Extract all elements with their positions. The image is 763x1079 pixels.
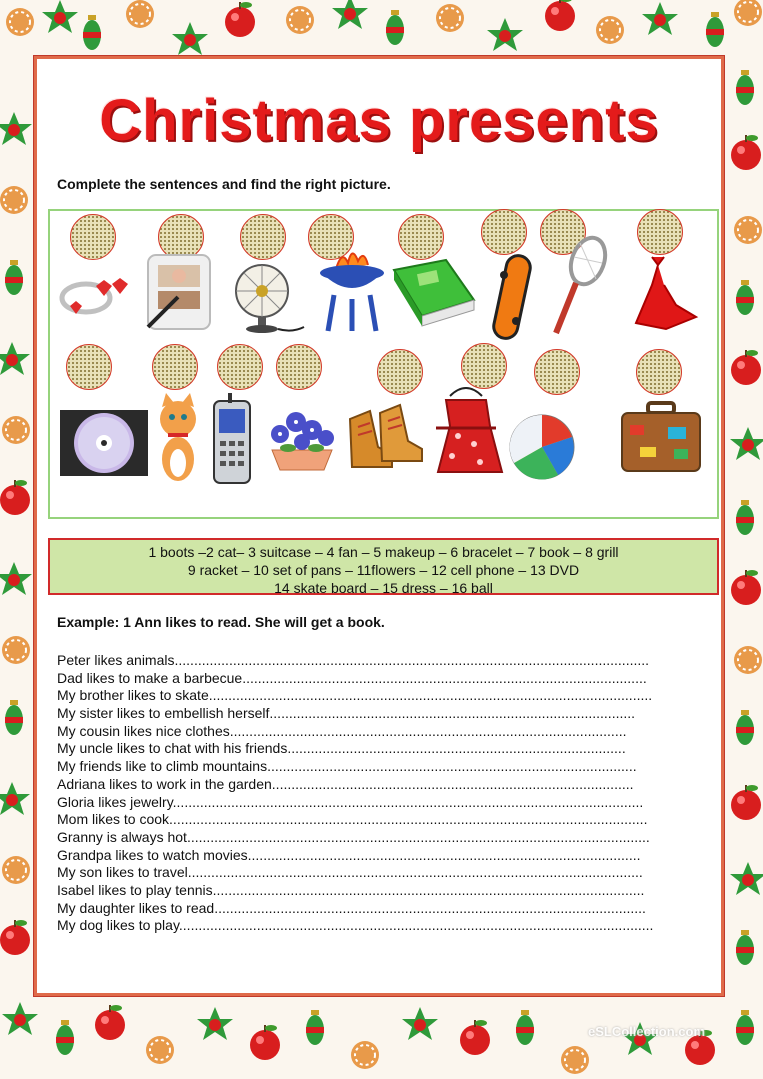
grill-picture: [316, 239, 388, 335]
sentence-line[interactable]: Mom likes to cook...........................................................................................................................: [57, 811, 648, 828]
dvd-picture: [56, 406, 152, 480]
answer-circle[interactable]: [70, 214, 116, 260]
sentence-list: [57, 652, 717, 935]
boots-picture: [344, 403, 424, 479]
answer-circle[interactable]: [398, 214, 444, 260]
page-title: Christmas presents: [99, 88, 659, 153]
instruction-text: Complete the sentences and find the right picture.: [57, 176, 391, 192]
racket-picture: [546, 233, 610, 337]
ball-picture: [508, 413, 576, 481]
flowers-picture: [262, 406, 342, 474]
sentence-line[interactable]: Isabel likes to play tennis...............................................................................................................: [57, 881, 645, 898]
sentence-line[interactable]: Peter likes animals..........................................................................................................................: [57, 652, 650, 668]
sentence-line[interactable]: Dad likes to make a barbecue........................................................................................................: [57, 669, 647, 686]
picture-grid: [48, 209, 719, 519]
sentence-line[interactable]: Gloria likes jewelry.........................................................................................................................: [57, 793, 644, 810]
sentence-line[interactable]: My sister likes to embellish herself..............................................................................................: [57, 705, 636, 722]
answer-circle[interactable]: [461, 343, 507, 389]
watermark-text: eSLCollection.com: [588, 1024, 706, 1039]
answer-circle[interactable]: [534, 349, 580, 395]
example-sentence: Example: 1 Ann likes to read. She will get a book.: [57, 614, 385, 630]
word-bank-line-3: 14 skate board – 15 dress – 16 ball: [274, 580, 493, 596]
answer-circle[interactable]: [217, 344, 263, 390]
word-bank-line-1: 1 boots –2 cat– 3 suitcase – 4 fan – 5 makeup – 6 bracelet – 7 book – 8 grill: [148, 544, 619, 560]
sentence-line[interactable]: My brother likes to skate..................................................................................................................: [57, 687, 653, 704]
word-bank-line-2: 9 racket – 10 set of pans – 11flowers – 12 cell phone – 13 DVD: [187, 562, 580, 578]
answer-circle[interactable]: [276, 344, 322, 390]
skate-board-picture: [482, 251, 540, 343]
suitcase-picture: [618, 399, 704, 475]
sentence-line[interactable]: My son likes to travel.....................................................................................................................: [57, 864, 643, 881]
sentence-line[interactable]: Adriana likes to work in the garden.............................................................................................: [57, 775, 634, 792]
sentence-line[interactable]: Grandpa likes to watch movies.....................................................................................................: [57, 846, 641, 863]
answer-circle[interactable]: [637, 209, 683, 255]
cell-phone-picture: [210, 393, 254, 485]
answer-circle[interactable]: [377, 349, 423, 395]
dress-picture: [630, 251, 702, 335]
fan-picture: [224, 261, 306, 335]
set-of-pans-picture: [428, 386, 504, 480]
word-bank: [48, 538, 719, 595]
sentence-line[interactable]: My cousin likes nice clothes......................................................................................................: [57, 722, 627, 739]
book-picture: [390, 256, 476, 334]
sentence-line[interactable]: My uncle likes to chat with his friends.......................................................................................: [57, 740, 626, 757]
sentence-line[interactable]: My friends like to climb mountains...............................................................................................: [57, 758, 637, 775]
cat-picture: [150, 393, 206, 483]
sentence-line[interactable]: My daughter likes to read...............................................................................................................: [57, 899, 646, 916]
sentence-line[interactable]: My dog likes to play..........................................................................................................................: [57, 917, 654, 934]
answer-circle[interactable]: [240, 214, 286, 260]
makeup-picture: [138, 251, 220, 333]
answer-circle[interactable]: [636, 349, 682, 395]
answer-circle[interactable]: [66, 344, 112, 390]
worksheet-page: [34, 56, 724, 996]
answer-circle[interactable]: [152, 344, 198, 390]
bracelet-picture: [56, 266, 136, 328]
sentence-line[interactable]: Granny is always hot.......................................................................................................................: [57, 828, 650, 845]
answer-circle[interactable]: [481, 209, 527, 255]
